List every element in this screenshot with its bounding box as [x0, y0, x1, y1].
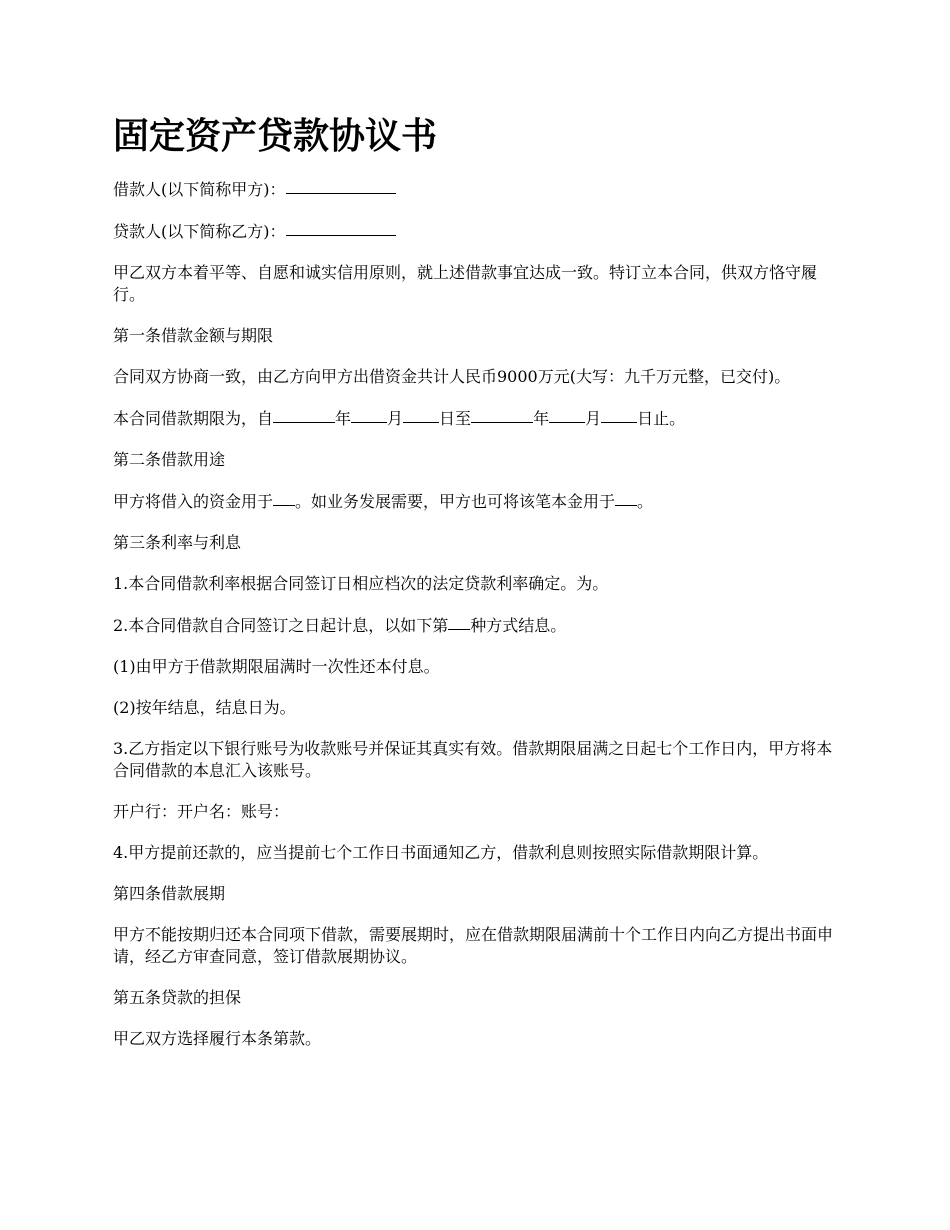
start-day-blank: [403, 406, 439, 423]
article-5-heading: 第五条贷款的担保: [113, 988, 242, 1007]
method-blank: [448, 613, 470, 630]
lender-line: [113, 220, 838, 243]
intro-paragraph: 甲乙双方本着平等、自愿和诚实信用原则，就上述借款事宜达成一致。特订立本合同，供双方恪守履行。: [113, 263, 818, 304]
article-3-item-2: [113, 614, 838, 637]
document-title: 固定资产贷款协议书: [113, 115, 438, 157]
lender-blank: [286, 219, 396, 236]
article-3-item-3: 3.乙方指定以下银行账号为收款账号并保证其真实有效。借款期限届满之日起七个工作日内，甲方将本合同借款的本息汇入该账号。: [113, 739, 833, 780]
bank-info-line: 开户行：开户名：账号：: [113, 802, 290, 821]
article-3-option-2: (2)按年结息，结息日为。: [113, 698, 296, 717]
article-3-item-4: 4.甲方提前还款的，应当提前七个工作日书面通知乙方，借款利息则按照实际借款期限计算。: [113, 843, 769, 862]
purpose-part-3: 。: [637, 492, 654, 511]
term-prefix: 本合同借款期限为，自: [113, 409, 274, 428]
article-2-heading: 第二条借款用途: [113, 450, 226, 469]
article-4-heading: 第四条借款展期: [113, 884, 226, 903]
lender-label: 贷款人(以下简称乙方)：: [113, 222, 286, 241]
article-3-option-1: (1)由甲方于借款期限届满时一次性还本付息。: [113, 657, 440, 676]
term-month-1: 月: [387, 409, 404, 428]
end-month-blank: [549, 406, 585, 423]
term-month-2: 月: [585, 409, 602, 428]
article-5-body: 甲乙双方选择履行本条第款。: [113, 1029, 322, 1048]
document-page: [113, 112, 838, 1069]
purpose-blank-1: [273, 489, 295, 506]
article-1-amount: 合同双方协商一致，由乙方向甲方出借资金共计人民币9000万元(大写：九千万元整，已交付)。: [113, 367, 791, 386]
borrower-line: [113, 178, 838, 201]
borrower-label: 借款人(以下简称甲方)：: [113, 180, 286, 199]
item-2-part-2: 种方式结息。: [470, 616, 567, 635]
term-year-1: 年: [335, 409, 352, 428]
article-4-body: 甲方不能按期归还本合同项下借款，需要展期时，应在借款期限届满前十个工作日内向乙方提出书面申请，经乙方审查同意，签订借款展期协议。: [113, 925, 834, 966]
start-month-blank: [351, 406, 387, 423]
article-1-heading: 第一条借款金额与期限: [113, 326, 274, 345]
purpose-blank-2: [615, 489, 637, 506]
term-year-2: 年: [533, 409, 550, 428]
purpose-part-2: 。如业务发展需要，甲方也可将该笔本金用于: [295, 492, 616, 511]
purpose-line: [113, 490, 838, 513]
loan-term-line: [113, 407, 838, 430]
item-2-part-1: 2.本合同借款自合同签订之日起计息，以如下第: [113, 616, 449, 635]
article-3-item-1: 1.本合同借款利率根据合同签订日相应档次的法定贷款利率确定。为。: [113, 574, 609, 593]
article-3-heading: 第三条利率与利息: [113, 533, 242, 552]
term-day-2: 日止。: [637, 409, 686, 428]
borrower-blank: [286, 177, 396, 194]
end-year-blank: [471, 406, 533, 423]
start-year-blank: [273, 406, 335, 423]
end-day-blank: [601, 406, 637, 423]
term-day-1: 日至: [439, 409, 472, 428]
purpose-part-1: 甲方将借入的资金用于: [113, 492, 274, 511]
